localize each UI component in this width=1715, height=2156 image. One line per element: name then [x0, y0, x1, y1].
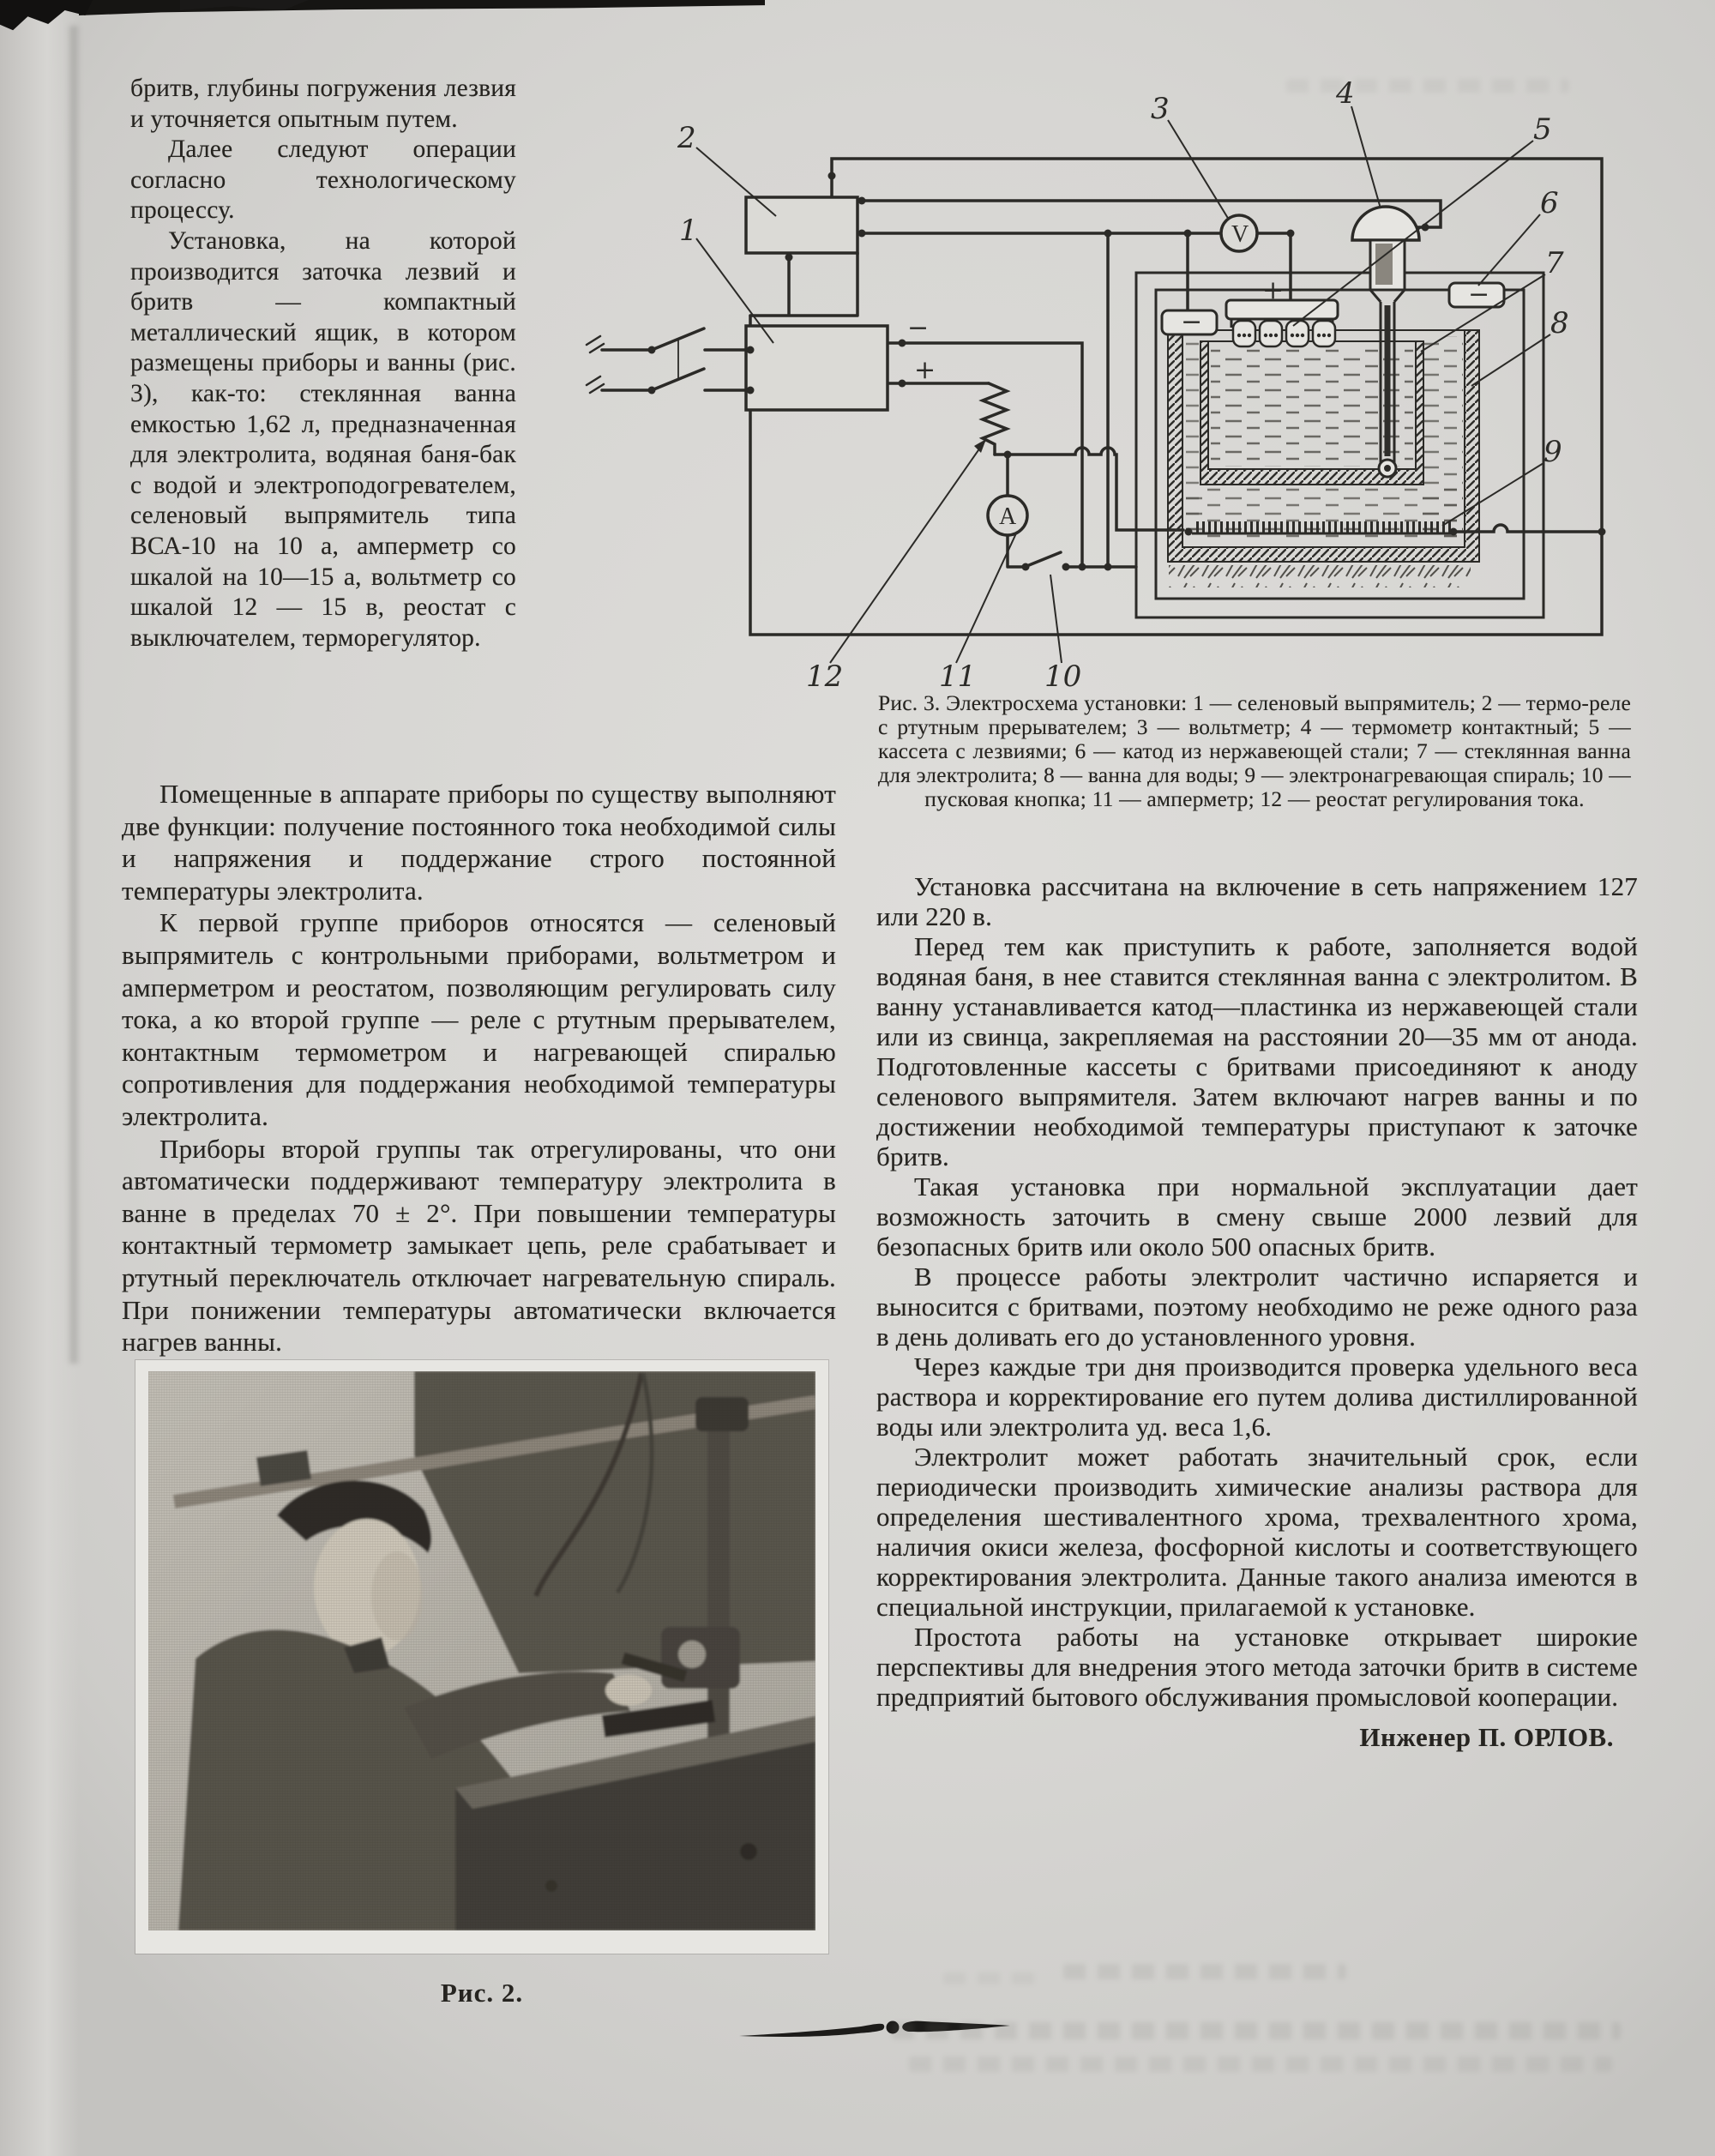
- voltmeter-icon: [1221, 215, 1257, 251]
- showthrough-mark: [892, 2022, 1621, 2039]
- paragraph: Такая установка при нормальной эксплуатации дает возможность заточить в смену свыше 2000 лезвий для безопасных бритв или около 500 опасных бритв.: [876, 1171, 1638, 1262]
- label-11: 11: [939, 659, 977, 694]
- ammeter-icon: [988, 496, 1027, 535]
- selenium-rectifier-box: [746, 326, 888, 410]
- cathode-left-minus: −: [1181, 307, 1203, 337]
- paragraph: Простота работы на установке открывает широкие перспективы для внедрения этого метода заточки бритв в системе предприятий бытового обслуживания промысловой кооперации.: [876, 1622, 1638, 1712]
- paragraph: К первой группе приборов относятся — селеновый выпрямитель с контрольными приборами, вольтметром и амперметром и реостатом, позволяющим регулировать силу тока, а ко второй группе — реле с ртутным прерывателем, контактным термометром и нагревающей спиралью сопротивления для поддержания необходимой температуры электролита.: [122, 907, 836, 1131]
- label-5: 5: [1533, 112, 1552, 147]
- wire-mains: [602, 350, 746, 390]
- figure3-diagram: [566, 50, 1655, 695]
- right-column: [876, 871, 1638, 1752]
- paragraph: Через каждые три дня производится проверка удельного веса раствора и корректирование его путем долива дистиллированной воды или электролита уд. веса 1,6.: [876, 1352, 1638, 1442]
- rheostat-zigzag: [983, 383, 1007, 455]
- electrolyte-texture: [1211, 346, 1413, 467]
- mains-terminal-marks: [587, 336, 604, 393]
- paragraph: Установка рассчитана на включение в сеть напряжением 127 или 220 в.: [876, 871, 1638, 931]
- label-4: 4: [1336, 76, 1355, 111]
- label-8: 8: [1550, 306, 1569, 340]
- showthrough-mark: [1063, 1964, 1346, 1979]
- paragraph: бритв, глубины погружения лезвия и уточняется опытным путем.: [130, 75, 516, 133]
- paragraph: Далее следуют операции согласно технологическому процессу.: [130, 136, 516, 225]
- label-7: 7: [1545, 246, 1564, 280]
- plus-label: +: [914, 355, 936, 385]
- label-12: 12: [806, 659, 844, 694]
- svg-text:V: V: [1231, 221, 1249, 248]
- paragraph: Перед тем как приступить к работе, заполняется водой водяная баня, в нее ставится стеклянная ванна с электролитом. В ванну устанавливается катод—пластинка из нержавеющей стали или из свинца, закрепляемая на расстоянии 20—35 мм от анода. Подготовленные кассеты с бритвами присоединяют к аноду селенового выпрямителя. Затем включают нагрев ванны и по достижении необходимой температуры приступают к заточке бритв.: [876, 931, 1638, 1171]
- author-signature: Инженер П. ОРЛОВ.: [1359, 1722, 1614, 1752]
- ground-hatch: [1169, 565, 1471, 587]
- label-6: 6: [1540, 186, 1559, 220]
- cathode-right-minus: −: [1468, 280, 1490, 310]
- anode-plus-label: +: [1262, 275, 1285, 305]
- paragraph: Помещенные в аппарате приборы по существу выполняют две функции: получение постоянного тока необходимой силы и напряжения и поддержание строго постоянной температуры электролита.: [122, 779, 836, 906]
- svg-text:A: A: [999, 503, 1017, 530]
- showthrough-mark: [1286, 79, 1569, 93]
- showthrough-mark: [943, 1972, 1046, 1984]
- button-blade: [1029, 552, 1061, 565]
- wire-thermometer-contact: [858, 201, 1441, 227]
- figure2-frame: [135, 1360, 828, 1954]
- paragraph: Приборы второй группы так отрегулированы, что они автоматически поддерживают температуру электролита в ванне в пределах 70 ± 2°. При повышении температуры контактный термометр замыкает цепь, реле срабатывает и ртутный переключатель отключает нагревательную спираль. При понижении температуры автоматически включается нагрев ванны.: [122, 1133, 836, 1358]
- rheostat-slider-arrow: [974, 439, 986, 453]
- label-1: 1: [679, 214, 698, 248]
- figure2-photo: [148, 1371, 815, 1930]
- paragraph: Электролит может работать значительный срок, если периодически производить химические анализы раствора для определения шестивалентного хрома, трехвалентного хрома, наличия окиси железа, фосфорной кислоты и соответствующего корректирования электролита. Данные такого анализа имеются в специальной инструкции, прилагаемой к установке.: [876, 1442, 1638, 1622]
- label-9: 9: [1544, 435, 1562, 469]
- showthrough-mark: [909, 2057, 1612, 2072]
- paragraph: В процессе работы электролит частично испаряется и выносится с бритвами, поэтому необходимо не реже одного раза в день доливать его до установленного уровня.: [876, 1262, 1638, 1352]
- label-2: 2: [677, 121, 696, 155]
- wire-bus: [750, 253, 858, 316]
- label-3: 3: [1151, 92, 1170, 126]
- binding-crease: [67, 26, 81, 1364]
- figure3-caption: Рис. 3. Электросхема установки: 1 — селеновый выпрямитель; 2 — термо-реле с ртутным прерывателем; 3 — вольтметр; 4 — термометр контактный; 5 — кассета с лезвиями; 6 — катод из нержавеющей стали; 7 — стеклянная ванна для электролита; 8 — ванна для воды; 9 — электронагревающая спираль; 10 — пусковая кнопка; 11 — амперметр; 12 — реостат регулирования тока.: [878, 690, 1631, 811]
- cassette-blades: [1233, 321, 1335, 346]
- label-10: 10: [1044, 659, 1082, 694]
- figure2-caption: Рис. 2.: [440, 1978, 524, 2008]
- paragraph: Установка, на которой производится заточка лезвий и бритв — компактный металлический ящик, в котором размещены приборы и ванны (рис. 3), как-то: стеклянная ванна емкостью 1,62 л, предназначенная для электролита, водяная баня-бак с водой и электроподогревателем, селеновый выпрямитель типа ВСА-10 на 10 а, амперметр со шкалой на 10—15 а, вольтметр со шкалой 12 — 15 в, реостат с выключателем, терморегулятор.: [130, 226, 516, 652]
- minus-label: −: [907, 313, 930, 343]
- heating-spiral: [1194, 520, 1451, 533]
- left-column-wide: [122, 778, 836, 1358]
- left-column-narrow: [130, 74, 516, 653]
